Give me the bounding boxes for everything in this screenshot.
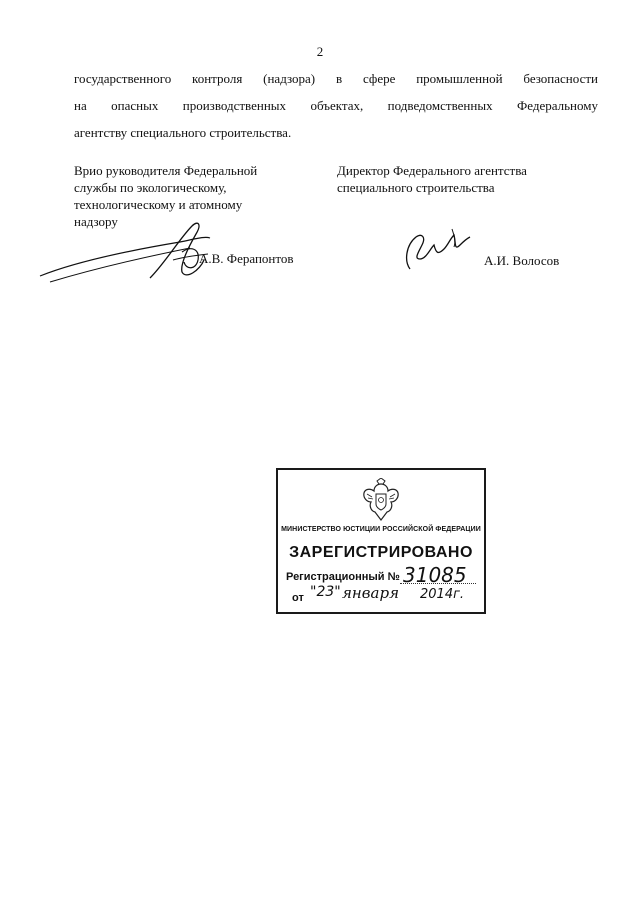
stamp-reg-label: Регистрационный № — [286, 571, 400, 583]
body-line-1: государственного контроля (надзора) в сфере промышленной безопасности — [74, 71, 598, 86]
right-signatory-name: А.И. Волосов — [484, 253, 560, 268]
left-title-line: службы по экологическому, — [74, 180, 227, 195]
body-text — [74, 65, 598, 146]
left-signature — [30, 218, 220, 288]
registration-stamp — [276, 468, 486, 614]
stamp-date-label: от — [292, 592, 304, 604]
stamp-ministry: МИНИСТЕРСТВО ЮСТИЦИИ РОССИЙСКОЙ ФЕДЕРАЦИИ — [281, 526, 481, 533]
body-line-2: на опасных производственных объектах, подведомственных Федеральному — [74, 98, 598, 113]
body-line-3: агентству специального строительства. — [74, 125, 292, 140]
left-title-line: Врио руководителя Федеральной — [74, 163, 258, 178]
right-signatory-title — [337, 162, 527, 196]
stamp-status: ЗАРЕГИСТРИРОВАНО — [289, 544, 473, 561]
stamp-date-month: января — [342, 584, 400, 602]
right-signature — [396, 225, 476, 275]
left-title-line: надзору — [74, 214, 118, 229]
stamp-date-day: "23" — [310, 584, 341, 600]
coat-of-arms-icon — [362, 478, 400, 522]
left-title-line: технологическому и атомному — [74, 197, 243, 212]
stamp-date-year: 2014г. — [420, 587, 465, 602]
right-title-line: Директор Федерального агентства — [337, 163, 527, 178]
stamp-reg-number: 31085 — [403, 563, 467, 587]
page-number: 2 — [316, 44, 324, 59]
left-signatory-name: А.В. Ферапонтов — [199, 251, 294, 266]
right-title-line: специального строительства — [337, 180, 495, 195]
